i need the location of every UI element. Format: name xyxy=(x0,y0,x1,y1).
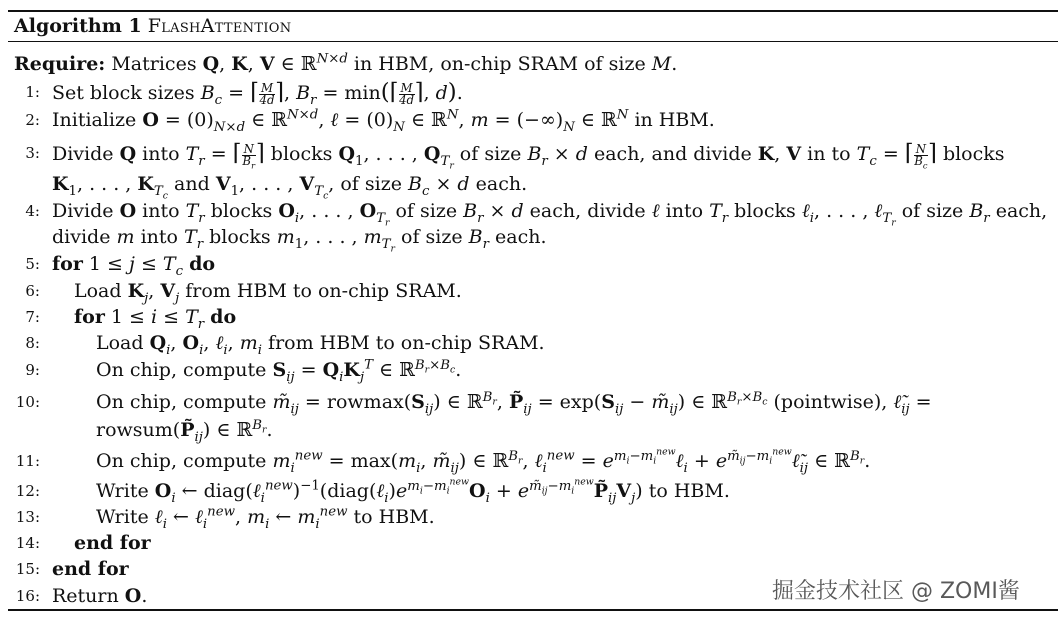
line-number: 3: xyxy=(25,144,40,162)
algo-line-3-cont: $K_1$, . . . , $K_{T_c}$ and $V_1$, . . . , $V_{T_c}$, of size $B_c \times d$ each. xyxy=(52,173,528,202)
line-number: 9: xyxy=(25,361,40,379)
require-line: Require: Matrices Q, K, V ∈ ℝ$^{N\times d}$ in HBM, on-chip SRAM of size M. xyxy=(14,51,678,75)
line-number: 1: xyxy=(25,83,40,101)
line-number: 11: xyxy=(15,452,40,470)
line-number: 6: xyxy=(25,282,40,300)
line-number: 12: xyxy=(15,482,40,500)
require-keyword: Require: xyxy=(14,53,106,75)
algorithm-label: Algorithm 1 xyxy=(14,15,142,37)
algo-line-10-cont: $rowsum(P̃_{ij})$ ∈ ℝ$^{B_r}$. xyxy=(96,417,273,445)
bottom-rule xyxy=(8,609,1058,611)
line-number: 5: xyxy=(25,255,40,273)
watermark: 掘金技术社区 @ ZOMI酱 xyxy=(772,579,1020,604)
line-number: 2: xyxy=(25,111,40,129)
algorithm-title xyxy=(14,14,291,38)
line-number: 15: xyxy=(15,560,40,578)
algo-line-4-cont: divide m into $T_r$ blocks $m_1$, . . . , $m_{T_r}$ of size $B_r$ each. xyxy=(52,226,547,255)
algorithm-name: FlashAttention xyxy=(147,15,292,37)
line-number: 14: xyxy=(15,534,40,552)
line-number: 16: xyxy=(15,587,40,605)
line-number: 10: xyxy=(15,393,40,411)
line-number: 4: xyxy=(25,202,40,220)
top-rule xyxy=(8,10,1058,12)
line-number: 8: xyxy=(25,334,40,352)
line-number: 13: xyxy=(15,508,40,526)
title-rule xyxy=(8,41,1058,42)
line-number: 7: xyxy=(25,308,40,326)
